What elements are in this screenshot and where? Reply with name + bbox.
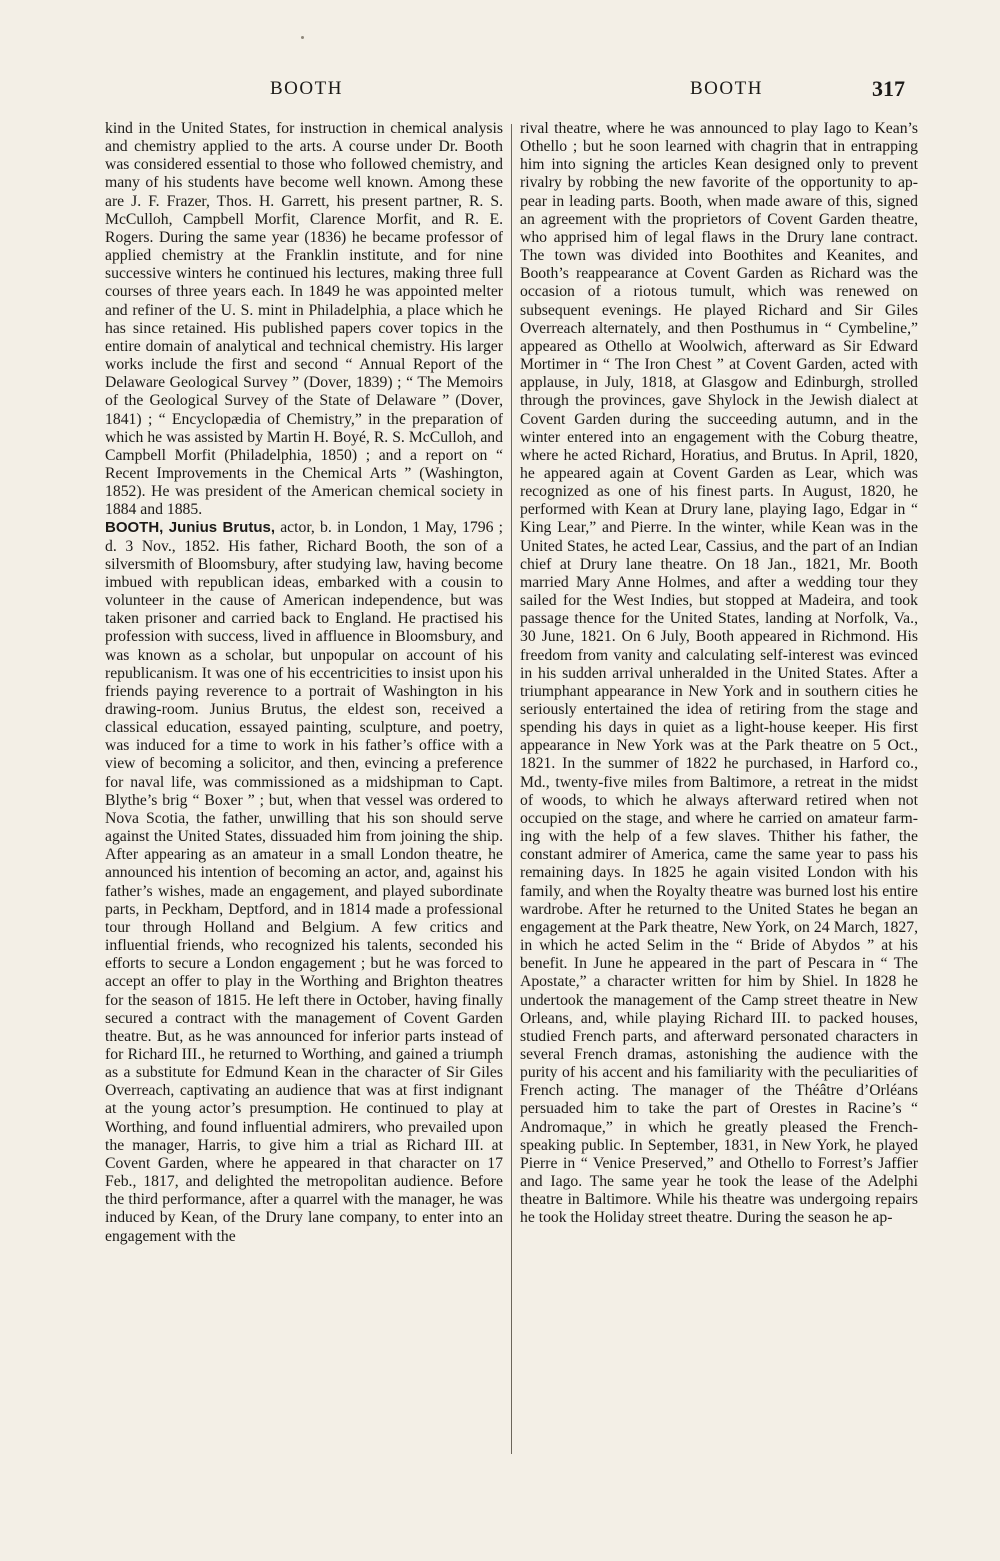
entry-body: actor, b. in London, 1 May, 1796 ; d. 3 Nov., 1852. His father, Richard Booth, the son of a silversmith of Bloomsbury, after studying law, having become imbued with republican ideas, embarked with a cousin to volunteer in the cause of American independence, but was taken prisoner and carried back to England. He practised his profession with success, lived in affluence in Bloomsbury, and was known as a scholar, but unpopular on account of his republicanism. It was one of his eccentricities to insist upon his friends paying reverence to a portrait of Washington in his drawing-room. Junius Brutus, the eldest son, received a classical education, essayed painting, sculpture, and poetry, was induced for a time to work in his father’s office with a view of becoming a solicitor, and then, evincing a preference for naval life, was commissioned as a midshipman to Capt. Blythe’s brig “ Boxer ” ; but, when that vessel was ordered to Nova Scotia, the father, unwilling that his son should serve against the United States, dissuaded him from joining the ship. After appearing as an amateur in a small London theatre, he announced his intention of becoming an actor, and, against his father’s wishes, made an engagement, and played subordinate parts, in Peckham, Deptford, and in 1814 made a professional tour through Holland and Belgium. A few critics and influential friends, who recognized his talents, seconded his efforts to secure a London engagement ; but he was forced to accept an offer to play in the Worthing and Brighton theatres for the season of 1815. He left there in October, having finally secured a contract with the management of Covent Garden theatre. But, as he was announced for inferior parts instead of for Richard III., he returned to Worthing, and gained a triumph as a substitute for Edmund Kean in the character of Sir Giles Overreach, captivating an audience that was at first indignant at the young actor’s presumption. He continued to play at Worthing, and found influential admirers, who prevailed upon the manager, Harris, to give him a trial as Richard III. at Covent Garden, where he appeared in that character on 17 Feb., 1817, and delighted the metropolitan audience. Before the third performance, after a quarrel with the manager, he was induced by Kean, of the Drury lane company, to enter into an engagement with the: [105, 519, 503, 1245]
left-paragraph-continuation: kind in the United States, for instruction in chemical analysis and chemistry applied to the arts. A course under Dr. Booth was considered essential to those who followed chemistry, and many of his students have become well known. Among these are J. F. Frazer, Thos. H. Garrett, his present partner, R. S. McCulloh, Campbell Morfit, Clarence Morfit, and R. E. Rogers. During the same year (1836) he became professor of applied chemistry at the Franklin institute, and for nine successive winters he continued his lectures, making three full courses of three years each. In 1849 he was appointed melter and refiner of the U. S. mint in Philadelphia, a place which he has since retained. His published papers cover topics in the entire domain of analytical and technical chemistry. His larger works include the first and second “ Annual Report of the Delaware Geological Survey ” (Dover, 1839) ; “ The Memoirs of the Geological Survey of the State of Delaware ” (Dover, 1841) ; “ Encyclopædia of Chemistry,” in the preparation of which he was assisted by Martin H. Boyé, R. S. McCulloh, and Campbell Morfit (Philadelphia, 1850) ; and a report on “ Recent Improvements in the Chemical Arts ” (Washington, 1852). He was president of the American chemical society in 1884 and 1885.: [105, 120, 503, 519]
page-number: 317: [872, 76, 905, 101]
left-column: [105, 120, 503, 1246]
running-head-left: BOOTH: [270, 78, 343, 99]
right-paragraph: rival theatre, where he was announced to play Iago to Kean’s Othello ; but he soon learned with chagrin that in entrapping him into signing the articles Kean designed only to prevent rivalry by robbing the new favorite of the opportunity to appear in leading parts. Booth, when made aware of this, signed an agreement with the proprietors of Covent Garden theatre, who apprised him of legal flaws in the Drury lane contract. The town was divided into Boothites and Keanites, and Booth’s reappearance at Covent Garden as Richard was the occasion of a riotous tumult, which was renewed on subsequent evenings. He played Richard and Sir Giles Overreach alternately, and then Posthumus in “ Cymbeline,” appeared as Othello at Woolwich, afterward as Sir Edward Mortimer in “ The Iron Chest ” at Covent Garden, acted with applause, in July, 1818, at Glasgow and Edinburgh, strolled through the provinces, gave Shylock in the Jewish dialect at Covent Garden during the succeeding autumn, and in the winter entered into an engagement with the Coburg theatre, where he acted Richard, Horatius, and Brutus. In April, 1820, he appeared again at Covent Garden as Lear, which was recognized as one of his finest parts. In August, 1820, he performed with Kean at Drury lane, playing Iago, Edgar in “ King Lear,” and Pierre. In the winter, while Kean was in the United States, he acted Lear, Cassius, and the part of an Indian chief at Drury lane theatre. On 18 Jan., 1821, Mr. Booth married Mary Anne Holmes, and after a wedding tour they sailed for the West Indies, but stopped at Madeira, and took passage thence for the United States, landing at Norfolk, Va., 30 June, 1821. On 6 July, Booth appeared in Richmond. His freedom from vanity and calculating self-interest was evinced in his sudden arrival unheralded in the United States. After a triumphant appearance in New York and in southern cities he seriously entertained the idea of retiring from the stage and spending his days in quiet as a light-house keeper. His first appearance in New York was at the Park theatre on 5 Oct., 1821. In the summer of 1822 he purchased, in Harford co., Md., twenty-five miles from Baltimore, a retreat in the midst of woods, to which he always afterward retired when not occupied on the stage, and where he carried on amateur farming with the help of a few slaves. Thither his father, the constant admirer of America, came the same year to pass his remaining days. In 1825 he again visited London with his family, and when the Royalty theatre was burned lost his entire wardrobe. After he returned to the United States he began an engagement at the Park theatre, New York, on 24 March, 1827, in which he acted Selim in the “ Bride of Abydos ” at his benefit. In June he appeared in the part of Pescara in “ The Apostate,” a character written for him by Shiel. In 1828 he undertook the management of the Camp street theatre in New Orleans, and, while playing Richard III. to packed houses, studied French parts, and afterward personated characters in several French dramas, astonishing the audience with the purity of his accent and his familiarity with the peculiarities of French acting. The manager of the Théâtre d’Orléans persuaded him to take the part of Orestes in Racine’s “ Andromaque,” in which he greatly pleased the French-speaking public. In September, 1831, in New York, he played Pierre in “ Venice Preserved,” and Othello to Forrest’s Jaffier and Iago. The same year he took the lease of the Adelphi theatre in Baltimore. While his theatre was undergoing repairs he took the Holiday street theatre. During the season he ap-: [520, 120, 918, 1227]
running-head-right: BOOTH: [690, 78, 763, 99]
entry-booth-junius-brutus: [105, 519, 503, 1245]
entry-headword: BOOTH, Junius Brutus,: [105, 519, 276, 537]
right-column: [520, 120, 918, 1228]
paper-speck: [301, 36, 304, 39]
page-header: [0, 78, 1000, 108]
column-divider: [511, 124, 512, 1454]
